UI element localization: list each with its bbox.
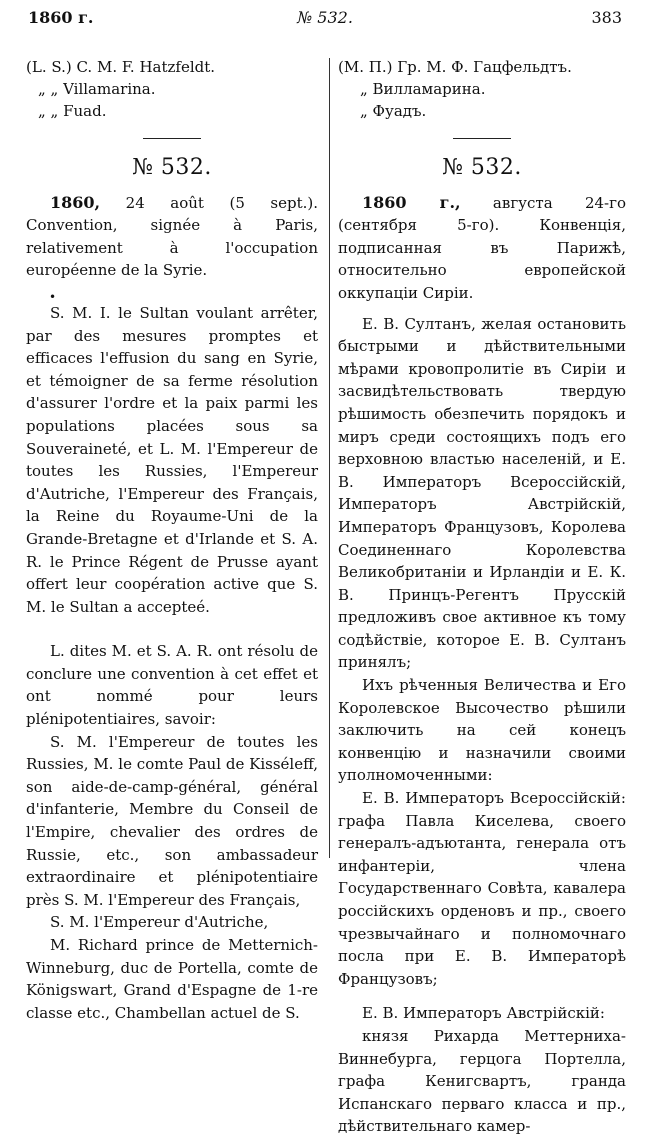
signature-line: „ „ Fuad.	[38, 102, 107, 120]
french-column	[26, 56, 318, 1024]
title-year: 1860 г.,	[362, 192, 461, 212]
header-page-number: 383	[591, 8, 622, 27]
column-divider	[329, 58, 330, 858]
signature-line: „ „ Villamarina.	[38, 80, 156, 98]
title-year: 1860,	[50, 192, 101, 212]
title-text: 24 août (5 sept.). Convention, signée à Paris, relativement à l'occupation européenne de la Syrie.	[26, 193, 318, 280]
page-header	[28, 8, 622, 32]
document-title	[26, 192, 318, 282]
header-year: 1860 г.	[28, 8, 94, 27]
signature-line: „ Фуадъ.	[360, 102, 427, 120]
separator-rule	[453, 138, 511, 139]
paragraph: князя Рихарда Меттерниха-Виннебурга, герцога Портелла, графа Кенигсвартъ, гранда Испанскаго перваго класса и пр., дѣйствительнаго камер-	[338, 1026, 626, 1136]
paragraph: M. Richard prince de Metternich-Winneburg, duc de Portella, comte de Königswart, Grand d'Espagne de 1-re classe etc., Chambellan actuel de S.	[26, 936, 318, 1022]
paragraph: S. M. l'Empereur d'Autriche,	[50, 913, 269, 932]
signature-line: „ Вилламарина.	[360, 80, 486, 98]
paragraph: L. dites M. et S. A. R. ont résolu de conclure une convention à cet effet et ont nommé pour leurs plénipotentiaires, savoir:	[26, 642, 318, 729]
title-text: августа 24-го (сентября 5-го). Конвенція, подписанная въ Парижѣ, относительно европейской оккупаціи Сиріи.	[338, 193, 627, 302]
document-number-heading: № 532.	[442, 155, 522, 180]
paragraph: Е. В. Императоръ Всероссійскій: графа Павла Киселева, своего генералъ-адъютанта, генерала отъ инфантеріи, члена Государственнаго Совѣта, кавалера россійскихъ орденовъ и пр., своего чрезвычайнаго и полномочнаго посла при Е. В. Императорѣ Французовъ;	[338, 789, 626, 988]
russian-column	[338, 56, 626, 1138]
header-document-number: № 532.	[297, 8, 353, 27]
signature-line: (M. П.) Гр. М. Ф. Гацфельдтъ.	[338, 58, 572, 76]
paragraph: Е. В. Императоръ Австрійскій:	[362, 1004, 605, 1023]
paragraph: Ихъ рѣченныя Величества и Его Королевское Высочество рѣшили заключить на сей конецъ конвенцію и назначили своими уполномоченными:	[338, 676, 626, 785]
document-title	[338, 192, 626, 305]
paragraph: S. M. l'Empereur de toutes les Russies, M. le comte Paul de Kisséleff, son aide-de-camp-général, général d'infanterie, Membre du Conseil de l'Empire, chevalier des ordres de Russie, etc., son ambassadeur extraordinaire et plénipotentiaire près S. M. l'Empereur des Français,	[26, 732, 318, 909]
document-number-heading: № 532.	[132, 155, 212, 180]
paragraph: Е. В. Султанъ, желая остановить быстрыми и дѣйствительными мѣрами кровопролитіе въ Сиріи и засвидѣтельствовать твердую рѣшимость обезпечить порядокъ и миръ среди состоящихъ подъ его верховною властью населеній, и Е. В. Императоръ Всероссійскій, Императоръ Австрійскій, Императоръ Французовъ, Королева Соединеннаго Королевства Великобританіи и Ирландіи и Е. К. В. Принцъ-Регентъ Прусскій предложивъ свое активное къ тому содѣйствіе, которое Е. В. Султанъ принялъ;	[338, 314, 626, 672]
dot-mark: •	[49, 289, 57, 304]
signature-line: (L. S.) C. M. F. Hatzfeldt.	[26, 58, 216, 76]
separator-rule	[143, 138, 201, 139]
paragraph: S. M. I. le Sultan voulant arrêter, par des mesures promptes et efficaces l'effusion du sang en Syrie, et témoigner de sa ferme résolution d'assurer l'ordre et la paix parmi les populations placées sous sa Souveraineté, et L. M. l'Empereur de toutes les Russies, l'Empereur d'Autriche, l'Empereur des Français, la Reine du Royaume-Uni de la Grande-Bretagne et d'Irlande et S. A. R. le Prince Régent de Prusse ayant offert leur coopération active que S. M. le Sultan a accepteé.	[26, 303, 318, 616]
